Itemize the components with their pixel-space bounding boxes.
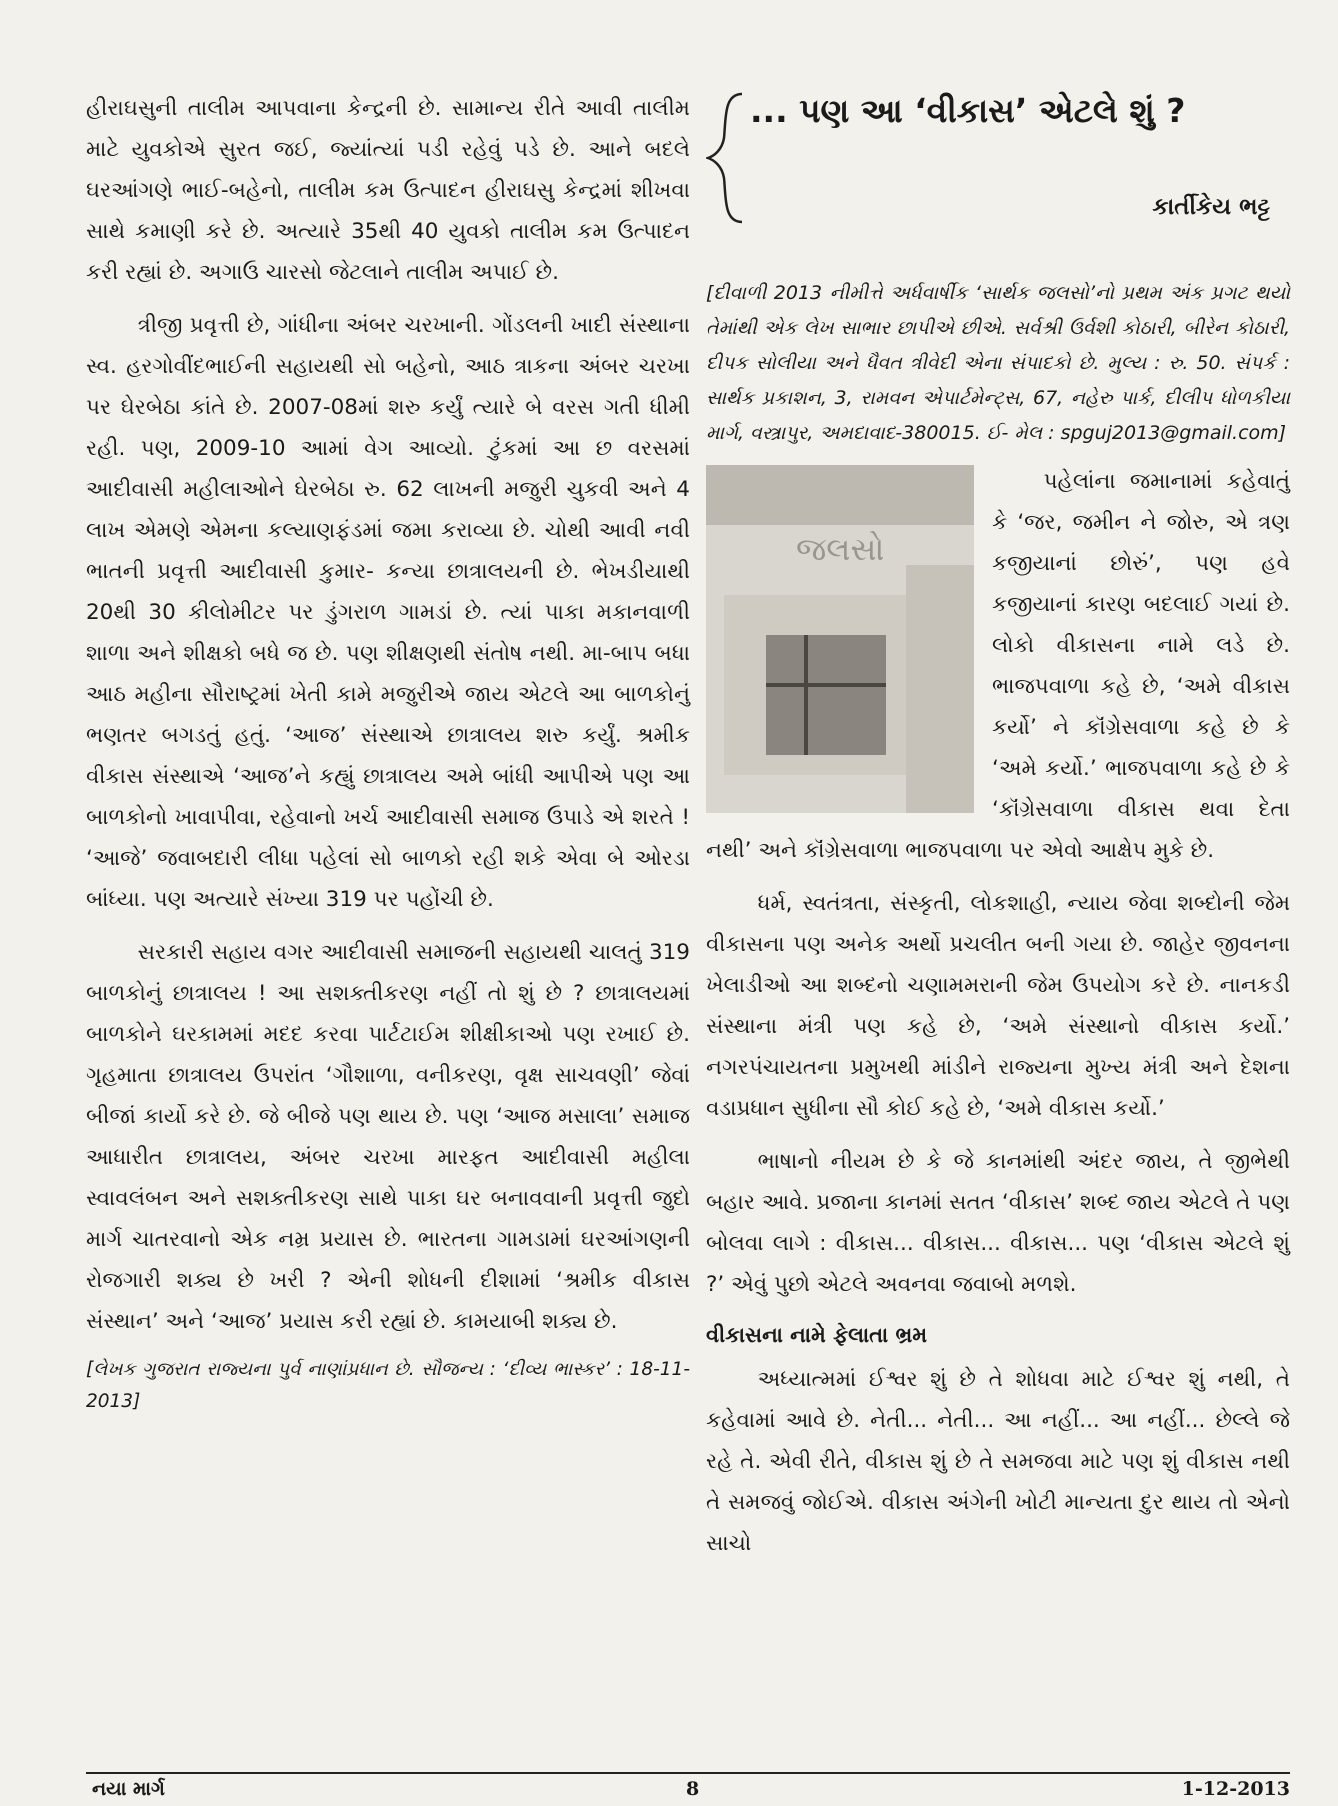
footer-divider	[86, 1772, 1290, 1774]
left-column	[86, 88, 690, 1430]
paragraph: ત્રીજી પ્રવૃત્તી છે, ગાંધીના અંબર ચરખાની. ગોંડલની ખાદી સંસ્થાના સ્વ. હરગોવીંદભાઈની સહાયથી સો બહેનો, આઠ ત્રાકના અંબર ચરખા પર ઘેરબેઠા કાંતે છે. 2007-08માં શરુ કર્યું ત્યારે બે વરસ ગતી ધીમી રહી. પણ, 2009-10 આમાં વેગ આવ્યો. ટુંકમાં આ છ વરસમાં આદીવાસી મહીલાઓને ઘેરબેઠા રુ. 62 લાખની મજુરી ચુકવી અને 4 લાખ એમણે એમના કલ્યાણફંડમાં જમા કરાવ્યા છે. ચોથી આવી નવી ભાતની પ્રવૃત્તી આદીવાસી કુમાર- કન્યા છાત્રાલયની છે. ભેખડીયાથી 20થી 30 કીલોમીટર પર ડુંગરાળ ગામડાં છે. ત્યાં પાકા મકાનવાળી શાળા અને શીક્ષકો બધે જ છે. પણ શીક્ષણથી સંતોષ નથી. મા-બાપ બધા આઠ મહીના સૌરાષ્ટ્રમાં ખેતી કામે મજુરીએ જાય એટલે આ બાળકોનું ભણતર બગડતું હતું. ‘આજ’ સંસ્થાએ છાત્રાલય શરુ કર્યું. શ્રમીક વીકાસ સંસ્થાએ ‘આજ’ને કહ્યું છાત્રાલય અમે બાંધી આપીએ પણ આ બાળકોનો ખાવાપીવા, રહેવાનો ખર્ચ આદીવાસી સમાજ ઉપાડે એ શરતે ! ‘આજે’ જવાબદારી લીધા પહેલાં સો બાળકો રહી શકે એવા બે ઓરડા બાંધ્યા. પણ અત્યારે સંખ્યા 319 પર પહોંચી છે.	[86, 313, 690, 912]
section-heading: વીકાસના નામે ફેલાતા ભ્રમ	[706, 1323, 928, 1347]
article-header	[706, 88, 1290, 276]
source-note: [લેખક ગુજરાત રાજ્યના પુર્વ નાણાંપ્રધાન છે. સૌજન્ય : ‘દીવ્ય ભાસ્કર’ : 18-11-2013]	[86, 1359, 690, 1412]
paragraph: ભાષાનો નીયમ છે કે જે કાનમાંથી અંદર જાય, તે જીભેથી બહાર આવે. પ્રજાના કાનમાં સતત ‘વીકાસ’ શબ્દ જાય એટલે તે પણ બોલવા લાગે : વીકાસ... વીકાસ... વીકાસ... પણ ‘વીકાસ એટલે શું ?’ એવું પુછો એટલે અવનવા જવાબો મળશે.	[706, 1149, 1290, 1297]
issue-date: 1-12-2013	[1181, 1778, 1290, 1800]
author-name: કાર્તીકેય ભટ્ટ	[1152, 194, 1270, 220]
cover-title: જલસો	[796, 530, 885, 568]
page-number: 8	[686, 1778, 700, 1800]
paragraph: ધર્મ, સ્વતંત્રતા, સંસ્કૃતી, લોકશાહી, ન્યાય જેવા શબ્દોની જેમ વીકાસના પણ અનેક અર્થો પ્રચલીત બની ગયા છે. જાહેર જીવનના ખેલાડીઓ આ શબ્દનો ચણામમરાની જેમ ઉપયોગ કરે છે. નાનકડી સંસ્થાના મંત્રી પણ કહે છે, ‘અમે સંસ્થાનો વીકાસ કર્યો.’ નગરપંચાયતના પ્રમુખથી માંડીને રાજ્યના મુખ્ય મંત્રી અને દેશના વડાપ્રધાન સુધીના સૌ કોઈ કહે છે, ‘અમે વીકાસ કર્યો.’	[706, 891, 1290, 1121]
magazine-cover-photo	[706, 465, 974, 813]
right-column	[706, 88, 1290, 1576]
curly-brace-ornament	[706, 88, 746, 228]
paragraph: અધ્યાત્મમાં ઈશ્વર શું છે તે શોધવા માટે ઈશ્વર શું નથી, તે કહેવામાં આવે છે. નેતી... નેતી... આ નહીં... આ નહીં... છેલ્લે જે રહે તે. એવી રીતે, વીકાસ શું છે તે સમજવા માટે પણ શું વીકાસ નથી તે સમજવું જોઈએ. વીકાસ અંગેની ખોટી માન્યતા દુર થાય તો એનો સાચો	[706, 1367, 1290, 1556]
publication-name: નયા માર્ગ	[92, 1778, 165, 1800]
paragraph: હીરાઘસુની તાલીમ આપવાના કેન્દ્રની છે. સામાન્ય રીતે આવી તાલીમ માટે યુવકોએ સુરત જઈ, જ્યાંત્યાં પડી રહેવું પડે છે. આને બદલે ઘરઆંગણે ભાઈ-બહેનો, તાલીમ કમ ઉત્પાદન હીરાઘસુ કેન્દ્રમાં શીખવા સાથે કમાણી કરે છે. અત્યારે 35થી 40 યુવકો તાલીમ કમ ઉત્પાદન કરી રહ્યાં છે. અગાઉ ચારસો જેટલાને તાલીમ અપાઈ છે.	[86, 96, 690, 285]
intro-note: [દીવાળી 2013 નીમીત્તે અર્ધવાર્ષીક ‘સાર્થક જલસો’નો પ્રથમ અંક પ્રગટ થયો તેમાંથી એક લેખ સાભાર છાપીએ છીએ. સર્વશ્રી ઉર્વશી કોઠારી, બીરેન કોઠારી, દીપક સોલીયા અને ધૈવત ત્રીવેદી એના સંપાદકો છે. મુલ્ય : રુ. 50. સંપર્ક : સાર્થક પ્રકાશન, 3, રામવન એપાર્ટમેન્ટ્સ, 67, નહેરુ પાર્ક, દીલીપ ધોળકીયા માર્ગ, વસ્ત્રાપુર, અમદાવાદ-380015. ઈ- મેલ : spguj2013@gmail.com]	[706, 282, 1290, 444]
article-title: ... પણ આ ‘વીકાસ’ એટલે શું ?	[750, 91, 1186, 130]
paragraph: સરકારી સહાય વગર આદીવાસી સમાજની સહાયથી ચાલતું 319 બાળકોનું છાત્રાલય ! આ સશક્તીકરણ નહીં તો શું છે ? છાત્રાલયમાં બાળકોને ઘરકામમાં મદદ કરવા પાર્ટટાઈમ શીક્ષીકાઓ પણ રખાઈ છે. ગૃહમાતા છાત્રાલય ઉપરાંત ‘ગૌશાળા, વનીકરણ, વૃક્ષ સાચવણી’ જેવાં બીજાં કાર્યો કરે છે. જે બીજે પણ થાય છે. પણ ‘આજ મસાલા’ સમાજ આધારીત છાત્રાલય, અંબર ચરખા મારફત આદીવાસી મહીલા સ્વાવલંબન અને સશક્તીકરણ સાથે પાકા ઘર બનાવવાની પ્રવૃત્તી જુદો માર્ગ ચાતરવાનો એક નમ્ર પ્રયાસ છે. ભારતના ગામડામાં ઘરઆંગણની રોજગારી શક્ય છે ખરી ? એની શોધની દીશામાં ‘શ્રમીક વીકાસ સંસ્થાન’ અને ‘આજ’ પ્રયાસ કરી રહ્યાં છે. કામયાબી શક્ય છે.	[86, 940, 690, 1334]
paragraph: પહેલાંના જમાનામાં કહેવાતું કે ‘જર, જમીન ને જોરુ, એ ત્રણ કજીયાનાં છોરું’, પણ હવે કજીયાનાં કારણ બદલાઈ ગયાં છે. લોકો વીકાસના નામે લડે છે. ભાજપવાળા કહે છે, ‘અમે વીકાસ કર્યો’ ને કૉંગ્રેસવાળા કહે છે કે ‘અમે કર્યો.’ ભાજપવાળા કહે છે કે ‘કૉંગ્રેસવાળા વીકાસ થવા દેતા નથી’ અને કૉંગ્રેસવાળા ભાજપવાળા પર એવો આક્ષેપ મુકે છે.	[706, 469, 1290, 863]
